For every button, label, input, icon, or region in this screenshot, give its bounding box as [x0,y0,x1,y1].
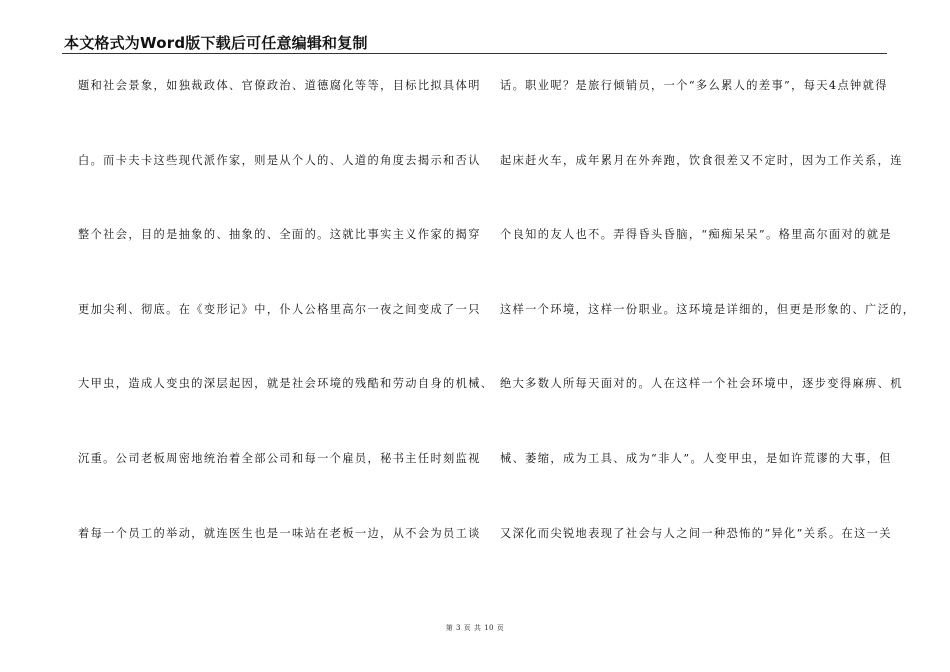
text-line: 大甲虫，造成人变虫的深层起因，就是社会环境的残酷和劳动自身的机械、 [78,377,494,391]
text-line: 沉重。公司老板周密地统治着全部公司和每一个雇员，秘书主任时刻监视 [78,451,481,465]
text-line: 个良知的友人也不。弄得昏头昏脑，“痴痴呆呆”。格里高尔面对的就是 [500,228,892,242]
text-line: 话。职业呢？是旅行倾销员，一个“多么累人的差事”，每天4点钟就得 [500,79,888,92]
text-line: 械、萎缩，成为工具、成为“非人”。人变甲虫，是如许荒谬的大事，但 [500,451,892,465]
text-line: 白。而卡夫卡这些现代派作家，则是从个人的、人道的角度去揭示和否认 [78,153,481,167]
text-line: 这样一个环境，这样一份职业。这环境是详细的，但更是形象的、广泛的， [500,302,916,316]
page-number-footer: 第 3 页 共 10 页 [445,624,505,632]
text-line: 题和社会景象，如独裁政体、官僚政治、道德腐化等等，目标比拟具体明 [78,79,481,92]
header-divider [62,53,887,54]
text-line: 更加尖利、彻底。在《变形记》中，仆人公格里高尔一夜之间变成了一只 [78,302,481,316]
text-line: 整个社会，目的是抽象的、抽象的、全面的。这就比事实主义作家的揭穿 [78,228,481,242]
document-header-title: 本文格式为Word版下载后可任意编辑和复制 [64,34,368,52]
left-text-column [78,78,494,600]
text-line: 起床赶火车，成年累月在外奔跑，饮食很差又不定时，因为工作关系，连 [500,153,903,167]
text-line: 又深化而尖锐地表现了社会与人之间一种恐怖的“异化”关系。在这一关 [500,526,892,540]
right-text-column [500,78,916,600]
text-line: 绝大多数人所每天面对的。人在这样一个社会环境中，逐步变得麻痹、机 [500,377,903,391]
text-line: 着每一个员工的举动，就连医生也是一味站在老板一边，从不会为员工谈 [78,526,481,540]
